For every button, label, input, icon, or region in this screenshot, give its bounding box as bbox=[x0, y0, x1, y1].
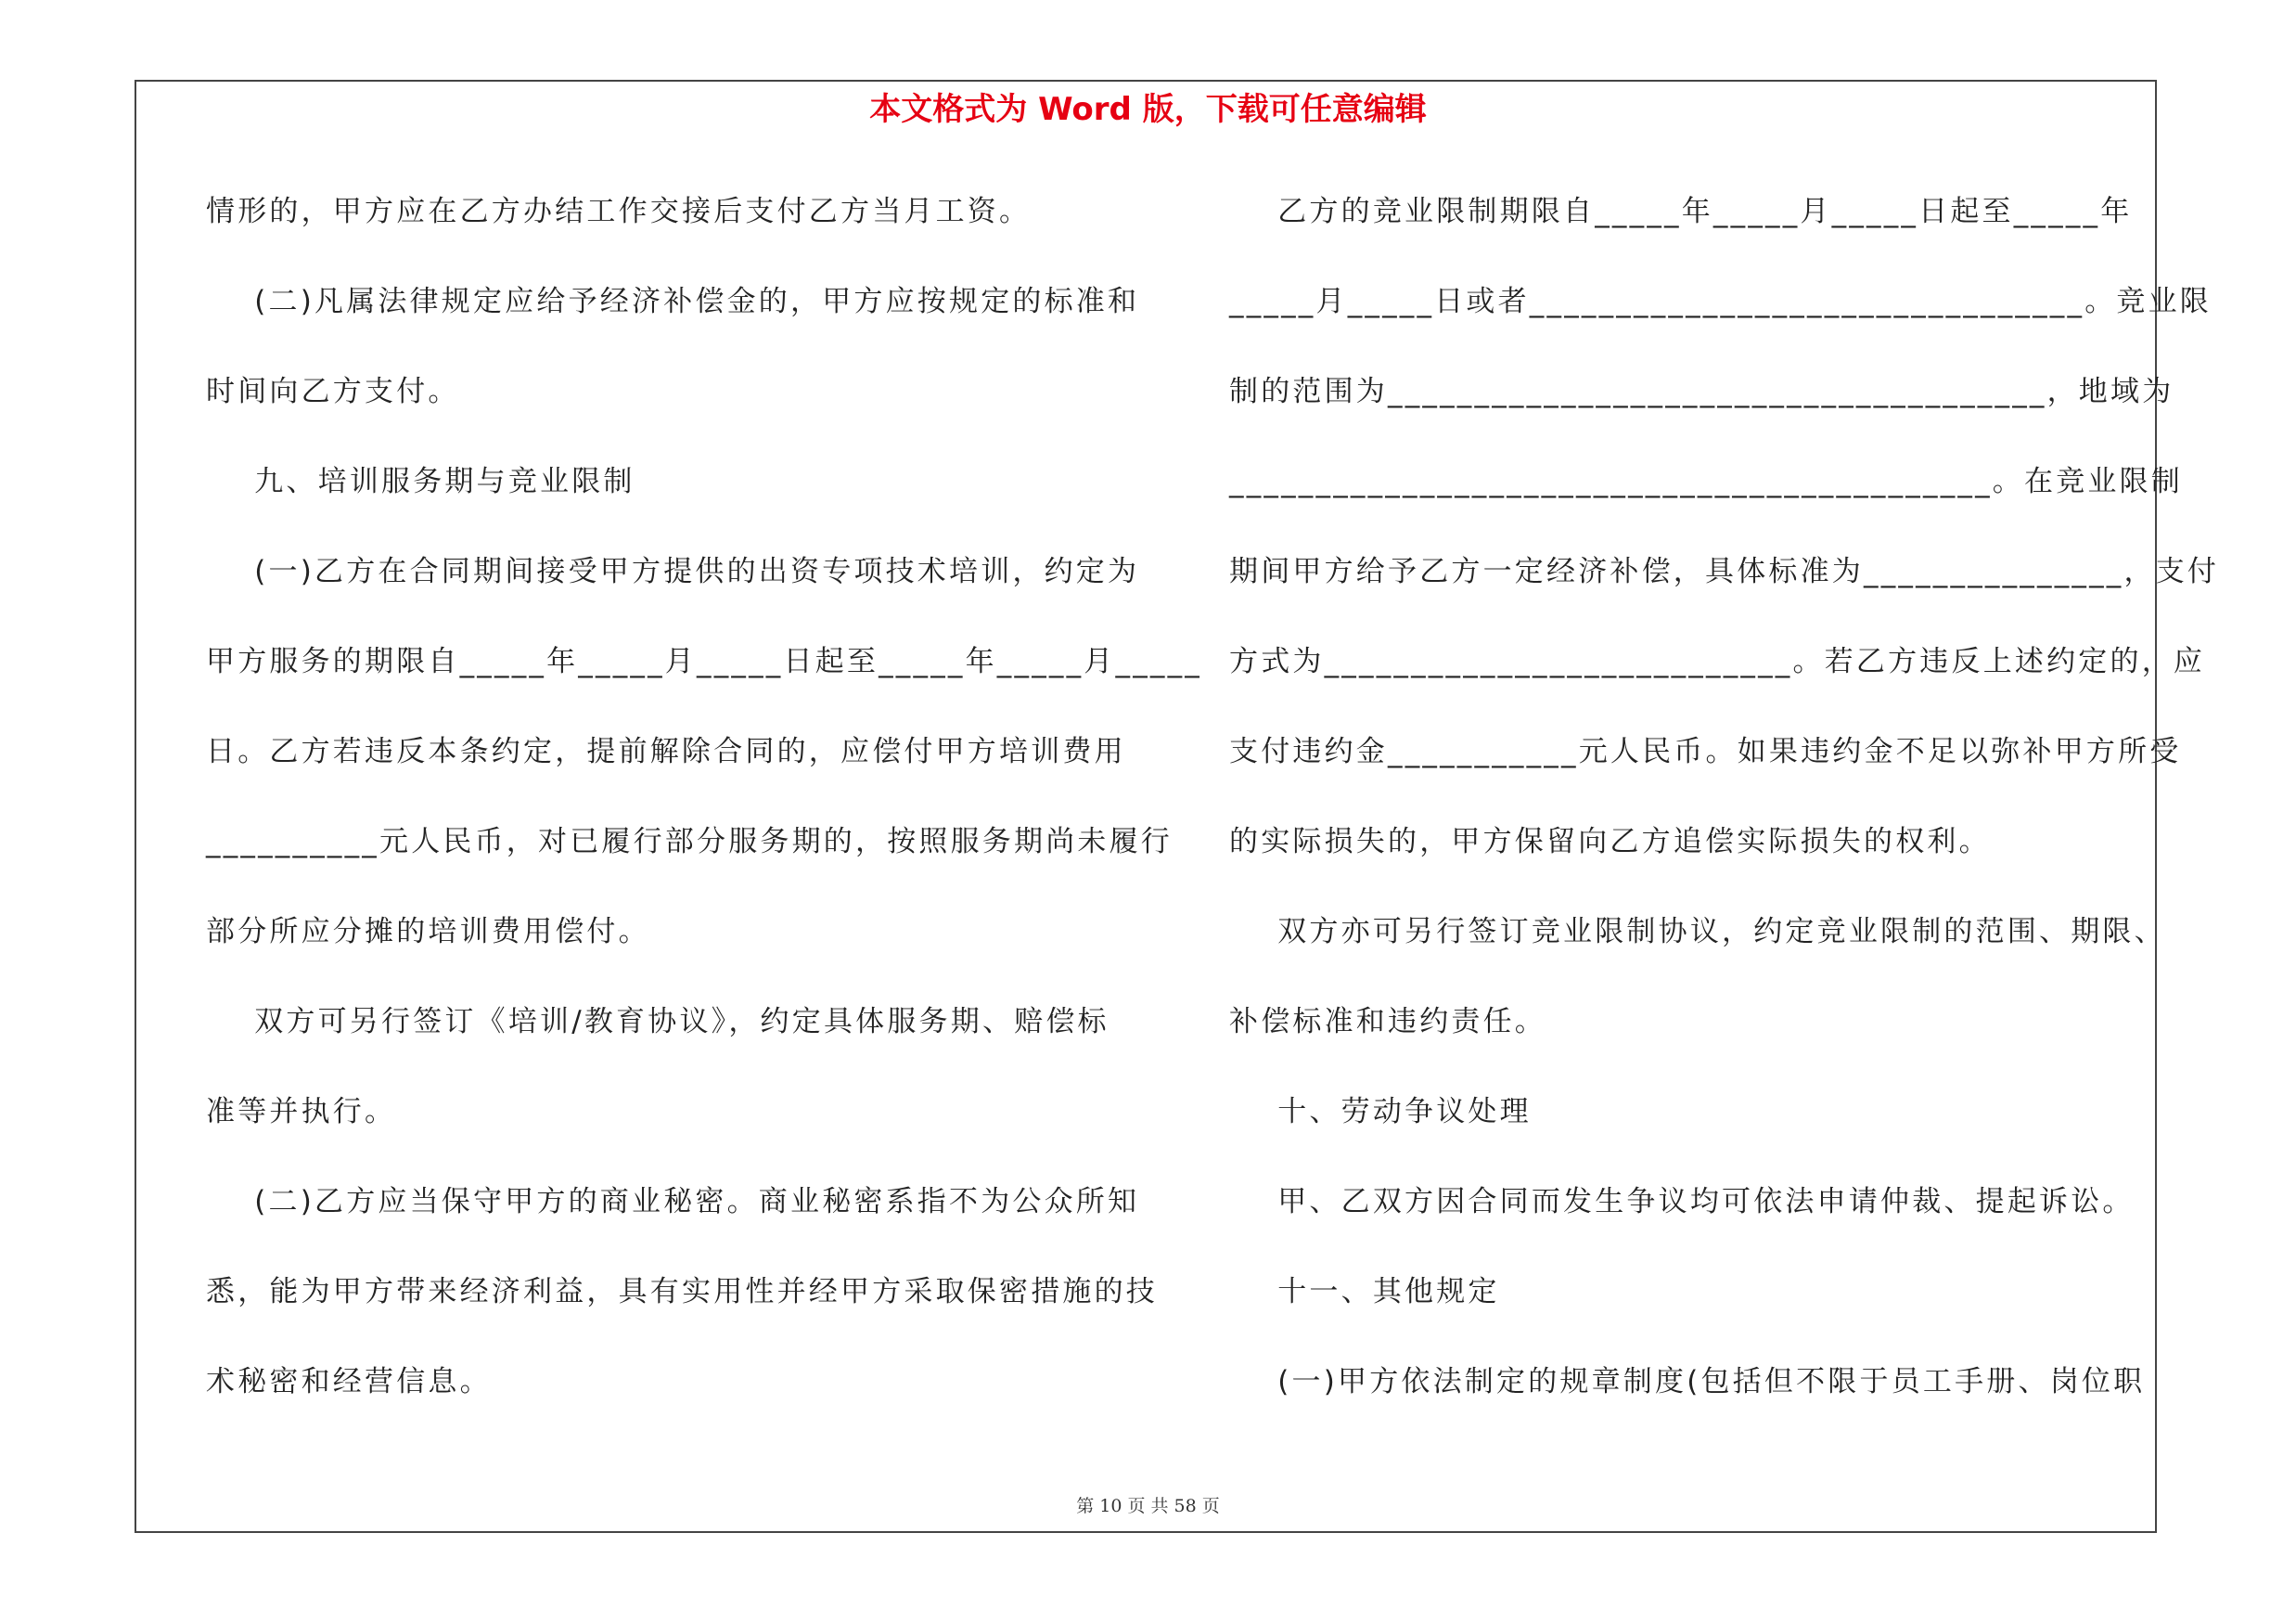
text-line: 方式为___________________________。若乙方违反上述约定的，应 bbox=[1229, 645, 2206, 678]
text-line: 部分所应分摊的培训费用偿付。 bbox=[206, 915, 650, 948]
text-line: 术秘密和经营信息。 bbox=[206, 1365, 492, 1398]
text-line: 支付违约金___________元人民币。如果违约金不足以弥补甲方所受 bbox=[1229, 735, 2182, 768]
text-line: __________元人民币，对已履行部分服务期的，按照服务期尚未履行 bbox=[206, 825, 1173, 858]
text-line: ____________________________________________。在竞业限制 bbox=[1229, 465, 2183, 498]
text-line: 期间甲方给予乙方一定经济补偿，具体标准为_______________，支付 bbox=[1229, 555, 2220, 588]
word-format-banner: 本文格式为 Word 版，下载可任意编辑 bbox=[869, 91, 1427, 128]
text-line: 日。乙方若违反本条约定，提前解除合同的，应偿付甲方培训费用 bbox=[206, 735, 1126, 768]
text-line: 悉，能为甲方带来经济利益，具有实用性并经甲方采取保密措施的技 bbox=[206, 1275, 1158, 1308]
text-line: 制的范围为______________________________________，地域为 bbox=[1229, 375, 2174, 408]
text-line: 的实际损失的，甲方保留向乙方追偿实际损失的权利。 bbox=[1229, 825, 1991, 858]
text-line: 情形的，甲方应在乙方办结工作交接后支付乙方当月工资。 bbox=[206, 195, 1032, 228]
text-line: _____月_____日或者________________________________。竞业限 bbox=[1229, 285, 2212, 318]
text-line: 双方可另行签订《培训/教育协议》，约定具体服务期、赔偿标 bbox=[206, 1005, 1110, 1038]
text-line: 时间向乙方支付。 bbox=[206, 375, 460, 408]
section-heading: 十一、其他规定 bbox=[1229, 1275, 1500, 1308]
text-line: (一)甲方依法制定的规章制度(包括但不限于员工手册、岗位职 bbox=[1229, 1365, 2146, 1398]
section-heading: 十、劳动争议处理 bbox=[1229, 1095, 1532, 1128]
text-line: (一)乙方在合同期间接受甲方提供的出资专项技术培训，约定为 bbox=[206, 555, 1140, 588]
text-line: 补偿标准和违约责任。 bbox=[1229, 1005, 1546, 1038]
section-heading: 九、培训服务期与竞业限制 bbox=[206, 465, 635, 498]
text-line: 乙方的竞业限制期限自_____年_____月_____日起至_____年 bbox=[1229, 195, 2133, 228]
text-line: (二)乙方应当保守甲方的商业秘密。商业秘密系指不为公众所知 bbox=[206, 1185, 1140, 1218]
text-line: 甲、乙双方因合同而发生争议均可依法申请仲裁、提起诉讼。 bbox=[1229, 1185, 2135, 1218]
text-line: 甲方服务的期限自_____年_____月_____日起至_____年_____月_____ bbox=[206, 645, 1202, 678]
text-line: 准等并执行。 bbox=[206, 1095, 397, 1128]
page-number-footer: 第 10 页 共 58 页 bbox=[1076, 1496, 1220, 1516]
text-line: (二)凡属法律规定应给予经济补偿金的，甲方应按规定的标准和 bbox=[206, 285, 1140, 318]
text-line: 双方亦可另行签订竞业限制协议，约定竞业限制的范围、期限、 bbox=[1229, 915, 2166, 948]
